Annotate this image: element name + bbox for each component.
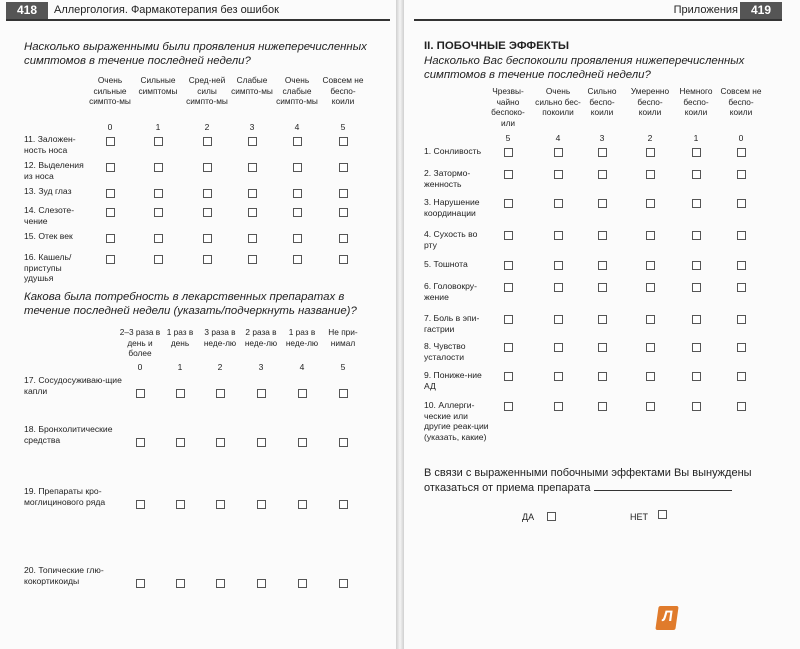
answer-checkbox[interactable] <box>504 199 513 208</box>
answer-checkbox[interactable] <box>106 189 115 198</box>
answer-checkbox[interactable] <box>504 231 513 240</box>
answer-checkbox[interactable] <box>646 315 655 324</box>
column-score: 3 <box>599 133 605 143</box>
answer-checkbox[interactable] <box>176 438 185 447</box>
answer-checkbox[interactable] <box>692 231 701 240</box>
answer-checkbox[interactable] <box>339 389 348 398</box>
answer-checkbox[interactable] <box>737 231 746 240</box>
answer-checkbox[interactable] <box>154 163 163 172</box>
left-header-rule <box>6 19 390 21</box>
answer-checkbox[interactable] <box>737 148 746 157</box>
row-label: 14. Слезоте-чение <box>24 205 75 226</box>
answer-checkbox[interactable] <box>554 372 563 381</box>
answer-checkbox[interactable] <box>257 579 266 588</box>
row-label: 2. Затормо-женность <box>424 168 471 189</box>
answer-checkbox[interactable] <box>154 255 163 264</box>
column-score: 4 <box>555 133 561 143</box>
answer-checkbox[interactable] <box>598 315 607 324</box>
answer-checkbox[interactable] <box>106 234 115 243</box>
answer-checkbox[interactable] <box>504 402 513 411</box>
answer-checkbox[interactable] <box>554 402 563 411</box>
answer-checkbox[interactable] <box>106 255 115 264</box>
answer-checkbox[interactable] <box>737 315 746 324</box>
answer-checkbox[interactable] <box>598 199 607 208</box>
answer-checkbox[interactable] <box>692 148 701 157</box>
answer-checkbox[interactable] <box>248 163 257 172</box>
q1-question: Насколько выраженными были проявления нижеперечисленных симптомов в течение последней недели? <box>24 41 367 67</box>
answer-checkbox[interactable] <box>646 231 655 240</box>
answer-checkbox[interactable] <box>203 208 212 217</box>
answer-checkbox[interactable] <box>598 283 607 292</box>
column-score: 1 <box>693 133 699 143</box>
answer-checkbox[interactable] <box>203 137 212 146</box>
answer-checkbox[interactable] <box>598 170 607 179</box>
answer-checkbox[interactable] <box>203 163 212 172</box>
answer-checkbox[interactable] <box>176 579 185 588</box>
answer-checkbox[interactable] <box>293 137 302 146</box>
answer-checkbox[interactable] <box>298 438 307 447</box>
column-score: 0 <box>107 122 113 132</box>
answer-checkbox[interactable] <box>554 148 563 157</box>
publisher-logo-letter: Л <box>661 608 674 625</box>
answer-checkbox[interactable] <box>646 402 655 411</box>
answer-checkbox[interactable] <box>176 389 185 398</box>
column-score: 5 <box>340 122 346 132</box>
row-label: 1. Сонливость <box>424 146 482 156</box>
row-label: 11. Заложен-ность носа <box>24 134 76 155</box>
column-score: 3 <box>249 122 255 132</box>
answer-checkbox[interactable] <box>598 372 607 381</box>
column-header: Совсем не беспо-коили <box>720 86 762 117</box>
answer-checkbox[interactable] <box>598 148 607 157</box>
answer-checkbox[interactable] <box>554 231 563 240</box>
answer-checkbox[interactable] <box>692 283 701 292</box>
answer-checkbox[interactable] <box>504 283 513 292</box>
answer-checkbox[interactable] <box>646 372 655 381</box>
answer-checkbox[interactable] <box>293 163 302 172</box>
answer-checkbox[interactable] <box>646 170 655 179</box>
answer-checkbox[interactable] <box>293 189 302 198</box>
row-label: 17. Сосудосуживаю-щие капли <box>24 375 122 396</box>
column-score: 2 <box>217 362 223 372</box>
answer-checkbox[interactable] <box>339 579 348 588</box>
answer-checkbox[interactable] <box>646 199 655 208</box>
answer-checkbox[interactable] <box>554 261 563 270</box>
column-header: Очень сильные симпто-мы <box>89 75 131 106</box>
answer-checkbox[interactable] <box>257 389 266 398</box>
column-header: Слабые симпто-мы <box>231 75 273 96</box>
row-label: 13. Зуд глаз <box>24 186 72 196</box>
row-label: 4. Сухость во рту <box>424 229 478 250</box>
answer-checkbox[interactable] <box>554 199 563 208</box>
answer-checkbox[interactable] <box>598 231 607 240</box>
right-running-title: Приложения <box>673 4 738 16</box>
answer-checkbox[interactable] <box>293 234 302 243</box>
answer-checkbox[interactable] <box>203 255 212 264</box>
row-label: 10. Аллерги-ческие или другие реак-ции (указать, какие) <box>424 400 489 442</box>
answer-checkbox[interactable] <box>298 389 307 398</box>
row-label: 8. Чувство усталости <box>424 341 466 362</box>
answer-checkbox[interactable] <box>692 170 701 179</box>
section-title: II. ПОБОЧНЫЕ ЭФФЕКТЫ <box>424 40 570 52</box>
no-label: НЕТ <box>630 512 648 522</box>
column-score: 4 <box>299 362 305 372</box>
column-header: Не при-нимал <box>328 327 358 348</box>
answer-checkbox[interactable] <box>504 372 513 381</box>
book-gutter <box>396 0 404 649</box>
answer-checkbox[interactable] <box>692 261 701 270</box>
no-checkbox[interactable] <box>658 510 667 519</box>
answer-checkbox[interactable] <box>154 137 163 146</box>
answer-checkbox[interactable] <box>136 500 145 509</box>
answer-checkbox[interactable] <box>339 208 348 217</box>
answer-checkbox[interactable] <box>339 438 348 447</box>
answer-checkbox[interactable] <box>554 315 563 324</box>
answer-checkbox[interactable] <box>216 389 225 398</box>
left-page <box>0 0 396 649</box>
left-header <box>0 2 396 20</box>
answer-checkbox[interactable] <box>339 255 348 264</box>
answer-checkbox[interactable] <box>504 261 513 270</box>
row-label: 9. Пониже-ние АД <box>424 370 482 391</box>
answer-checkbox[interactable] <box>154 208 163 217</box>
answer-checkbox[interactable] <box>293 255 302 264</box>
answer-checkbox[interactable] <box>136 438 145 447</box>
row-label: 6. Головокру-жение <box>424 281 477 302</box>
answer-checkbox[interactable] <box>136 579 145 588</box>
answer-checkbox[interactable] <box>646 283 655 292</box>
answer-checkbox[interactable] <box>692 372 701 381</box>
row-label: 16. Кашель/ приступы удушья <box>24 252 72 283</box>
column-header: Умеренно беспо-коили <box>630 86 670 117</box>
column-header: Сред-ней силы симпто-мы <box>186 75 228 106</box>
row-label: 12. Выделения из носа <box>24 160 84 181</box>
answer-checkbox[interactable] <box>339 500 348 509</box>
column-header: 1 раз в день <box>166 327 194 348</box>
answer-checkbox[interactable] <box>257 438 266 447</box>
column-score: 0 <box>738 133 744 143</box>
answer-checkbox[interactable] <box>176 500 185 509</box>
column-score: 2 <box>204 122 210 132</box>
answer-checkbox[interactable] <box>216 438 225 447</box>
right-page-number: 419 <box>740 2 782 19</box>
answer-checkbox[interactable] <box>154 189 163 198</box>
answer-checkbox[interactable] <box>339 137 348 146</box>
answer-checkbox[interactable] <box>598 343 607 352</box>
answer-checkbox[interactable] <box>504 148 513 157</box>
answer-checkbox[interactable] <box>106 208 115 217</box>
answer-checkbox[interactable] <box>646 343 655 352</box>
answer-checkbox[interactable] <box>504 315 513 324</box>
answer-checkbox[interactable] <box>692 315 701 324</box>
answer-checkbox[interactable] <box>692 199 701 208</box>
answer-checkbox[interactable] <box>504 343 513 352</box>
yes-checkbox[interactable] <box>547 512 556 521</box>
answer-checkbox[interactable] <box>248 137 257 146</box>
answer-checkbox[interactable] <box>216 500 225 509</box>
row-label: 20. Топические глю-кокортикоиды <box>24 565 104 586</box>
column-score: 5 <box>505 133 511 143</box>
answer-checkbox[interactable] <box>136 389 145 398</box>
row-label: 7. Боль в эпи-гастрии <box>424 313 480 334</box>
right-header-rule <box>414 19 782 21</box>
answer-checkbox[interactable] <box>203 234 212 243</box>
column-score: 5 <box>340 362 346 372</box>
answer-checkbox[interactable] <box>692 343 701 352</box>
q2-question: Какова была потребность в лекарственных препаратах в течение последней недели (указать/подчеркнуть название)? <box>24 291 357 317</box>
column-header: Чрезвы-чайно беспоко-или <box>491 86 525 128</box>
row-label: 3. Нарушение координации <box>424 197 480 218</box>
answer-checkbox[interactable] <box>554 283 563 292</box>
column-header: 1 раз в неде-лю <box>285 327 319 348</box>
answer-checkbox[interactable] <box>554 170 563 179</box>
right-header <box>404 2 800 20</box>
answer-checkbox[interactable] <box>248 189 257 198</box>
answer-checkbox[interactable] <box>257 500 266 509</box>
column-score: 4 <box>294 122 300 132</box>
column-header: Совсем не беспо-коили <box>322 75 364 106</box>
column-header: Сильные симптомы <box>138 75 178 96</box>
answer-checkbox[interactable] <box>598 261 607 270</box>
publisher-logo <box>655 606 678 630</box>
column-header: 2–3 раза в день и более <box>119 327 161 358</box>
answer-checkbox[interactable] <box>737 343 746 352</box>
discontinuation-question <box>424 466 784 495</box>
answer-checkbox[interactable] <box>298 500 307 509</box>
left-page-number: 418 <box>6 2 48 19</box>
answer-checkbox[interactable] <box>248 234 257 243</box>
discontinuation-question-text: В связи с выраженными побочными эффектами Вы вынуждены отказаться от приема препарата <box>424 467 752 494</box>
answer-checkbox[interactable] <box>646 148 655 157</box>
answer-checkbox[interactable] <box>646 261 655 270</box>
answer-checkbox[interactable] <box>737 372 746 381</box>
answer-line[interactable] <box>594 480 732 491</box>
column-header: Немного беспо-коили <box>679 86 713 117</box>
answer-checkbox[interactable] <box>248 255 257 264</box>
row-label: 5. Тошнота <box>424 259 468 269</box>
answer-checkbox[interactable] <box>339 189 348 198</box>
answer-checkbox[interactable] <box>737 402 746 411</box>
answer-checkbox[interactable] <box>737 261 746 270</box>
column-score: 2 <box>647 133 653 143</box>
column-score: 0 <box>137 362 143 372</box>
answer-checkbox[interactable] <box>106 163 115 172</box>
answer-checkbox[interactable] <box>339 234 348 243</box>
answer-checkbox[interactable] <box>737 283 746 292</box>
answer-checkbox[interactable] <box>248 208 257 217</box>
column-score: 1 <box>155 122 161 132</box>
column-score: 3 <box>258 362 264 372</box>
answer-checkbox[interactable] <box>554 343 563 352</box>
column-header: Очень сильно бес-покоили <box>535 86 581 117</box>
row-label: 15. Отек век <box>24 231 73 241</box>
answer-checkbox[interactable] <box>106 137 115 146</box>
answer-checkbox[interactable] <box>692 402 701 411</box>
column-score: 1 <box>177 362 183 372</box>
answer-checkbox[interactable] <box>339 163 348 172</box>
row-label: 18. Бронхолитические средства <box>24 424 113 445</box>
side-effects-question: Насколько Вас беспокоили проявления нижеперечисленных симптомов в течение последней недели? <box>424 55 745 81</box>
answer-checkbox[interactable] <box>293 208 302 217</box>
answer-checkbox[interactable] <box>737 199 746 208</box>
answer-checkbox[interactable] <box>216 579 225 588</box>
answer-checkbox[interactable] <box>737 170 746 179</box>
answer-checkbox[interactable] <box>203 189 212 198</box>
column-header: Сильно беспо-коили <box>587 86 617 117</box>
row-label: 19. Препараты кро-моглицинового ряда <box>24 486 106 507</box>
answer-checkbox[interactable] <box>154 234 163 243</box>
yes-label: ДА <box>522 512 535 522</box>
answer-checkbox[interactable] <box>298 579 307 588</box>
column-header: Очень слабые симпто-мы <box>276 75 318 106</box>
right-page <box>404 0 800 649</box>
answer-checkbox[interactable] <box>598 402 607 411</box>
answer-checkbox[interactable] <box>504 170 513 179</box>
left-running-title: Аллергология. Фармакотерапия без ошибок <box>54 4 279 16</box>
column-header: 2 раза в неде-лю <box>244 327 278 348</box>
column-header: 3 раза в неде-лю <box>203 327 237 348</box>
